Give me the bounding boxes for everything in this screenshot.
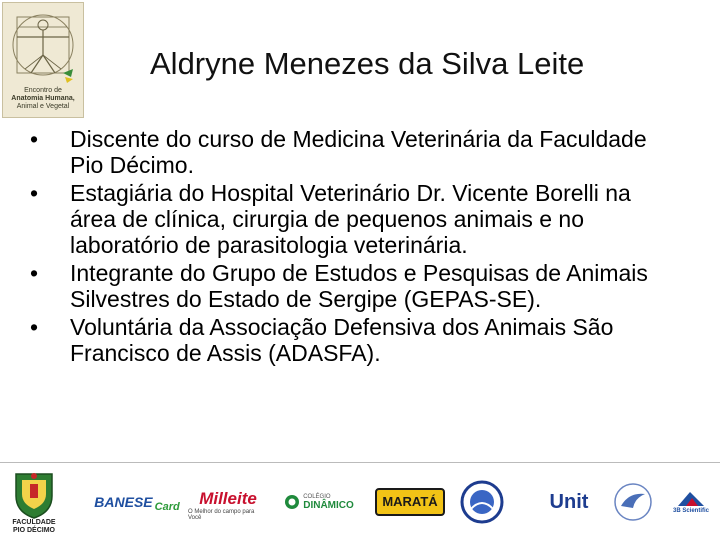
seal-icon [460, 480, 504, 524]
bullet-dot: • [30, 180, 39, 206]
bullet-text: Estagiária do Hospital Veterinário Dr. Vicente Borelli na área de clínica, cirurgia de pequenos animais e no laboratório de parasitologia veterinária. [70, 180, 631, 258]
dinamico-label: DINÂMICO [303, 499, 354, 511]
dinamico-sub: COLÉGIO [303, 493, 331, 500]
marata-label: MARATÁ [382, 494, 438, 509]
bird-icon [613, 482, 653, 522]
event-logo-caption [3, 87, 83, 111]
3b-emblem-icon [676, 490, 706, 508]
bullet-dot: • [30, 126, 39, 152]
slide-title: Aldryne Menezes da Silva Leite [150, 46, 585, 81]
bullet-item [28, 260, 668, 312]
bullet-item [28, 180, 668, 258]
bullet-item [28, 126, 668, 178]
milleite-slogan: O Melhor do campo para Você [188, 509, 255, 521]
event-logo-caption-line2: Anatomia Humana, [11, 95, 75, 102]
bullet-text: Discente do curso de Medicina Veterinária da Faculdade Pio Décimo. [70, 126, 647, 178]
faculdade-caption: FACULDADE PIO DÉCIMO [12, 519, 56, 534]
unit-logo [538, 463, 600, 541]
milleite-label: Milleite [199, 489, 257, 508]
event-logo-caption-line1: Encontro de [24, 87, 62, 94]
milleite-logo [188, 463, 268, 541]
bullet-dot: • [30, 260, 39, 286]
sponsor-footer [0, 462, 720, 541]
bird-emblem-logo [610, 463, 656, 541]
3b-scientific-logo [664, 463, 718, 541]
dinamico-emblem-icon [284, 494, 300, 510]
banese-card-logo [94, 463, 180, 541]
event-logo [2, 2, 84, 118]
bullet-item [28, 314, 668, 366]
dinamico-logo [282, 463, 356, 541]
bullet-text: Voluntária da Associação Defensiva dos Animais São Francisco de Assis (ADASFA). [70, 314, 614, 366]
marata-badge [375, 488, 444, 516]
bullet-list [28, 126, 668, 368]
bullet-dot: • [30, 314, 39, 340]
circular-seal-logo [458, 463, 506, 541]
marata-logo [376, 463, 444, 541]
banese-label: BANESE [94, 494, 153, 510]
event-logo-caption-line3: Animal e Vegetal [16, 103, 70, 110]
banese-sub: Card [154, 501, 180, 513]
bullet-text: Integrante do Grupo de Estudos e Pesquisas de Animais Silvestres do Estado de Sergipe (GEPAS-SE). [70, 260, 648, 312]
unit-label: Unit [549, 490, 589, 513]
crest-icon [12, 470, 56, 520]
3b-scientific-label: 3B Scientific [672, 508, 709, 514]
